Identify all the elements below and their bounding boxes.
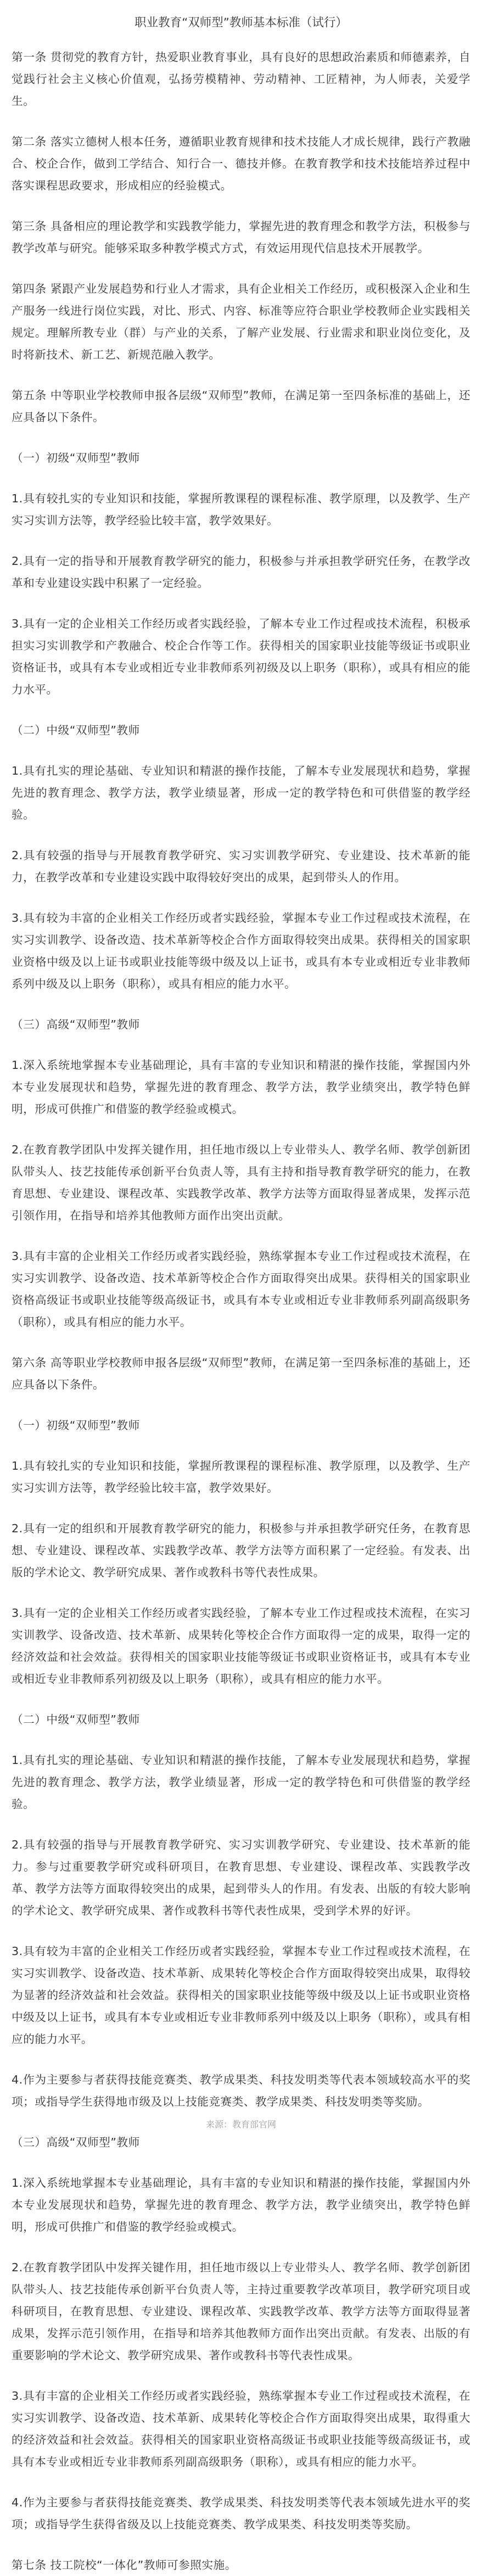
list-item: 3.具有一定的企业相关工作经历或者实践经验，了解本专业工作过程或技术流程，积极承担实习实训教学和产教融合、校企合作等工作。获得相关的国家职业技能等级证书或职业资格证书，或具有本专业或相近专业非教师系列初级及以上职务（职称），或具有相应的能力水平。	[12, 617, 470, 696]
article-6: 第六条 高等职业学校教师申报各层级“双师型”教师，在满足第一至四条标准的基础上，还应具备以下条件。	[12, 1356, 470, 1391]
list-item: 4.作为主要参与者获得技能竞赛类、教学成果类、科技发明类等代表本领域先进水平的奖项；或指导学生获得省级及以上技能竞赛类、教学成果类、科技发明类等奖励。	[12, 2496, 470, 2531]
list-item: 3.具有一定的企业相关工作经历或者实践经验，了解本专业工作过程或技术流程，在实习实训教学、设备改造、技术革新、成果转化等校企合作方面取得一定的成果，取得一定的经济效益和社会效益。获得相关的国家职业技能等级证书或职业资格证书，或具有本专业或相近专业非教师系列初级及以上职务（职称），或具有相应的能力水平。	[12, 1606, 470, 1685]
section-heading: （一）初级“双师型”教师	[12, 451, 140, 464]
list-item: 3.具有较为丰富的企业相关工作经历或者实践经验，掌握本专业工作过程或技术流程，在实习实训教学、设备改造、技术革新、成果转化等校企合作方面取得较突出成果，取得较为显著的经济效益和社会效益。获得相关的国家职业技能等级中级及以上证书或职业资格中级及以上证书，或具有本专业或相近专业非教师系列中级及以上职务（职称），或具有相应的能力水平。	[12, 1945, 470, 2046]
list-item: 3.具有丰富的企业相关工作经历或者实践经验，熟练掌握本专业工作过程或技术流程，在实习实训教学、设备改造、技术革新、成果转化等校企合作方面取得突出成果，取得重大的经济效益和社会效益。获得相关的国家职业资格高级证书或职业技能等级高级证书，或具有本专业或相近专业非教师系列副高级职务（职称），或具有相应的能力水平。	[12, 2389, 470, 2468]
list-item: 2.在教育教学团队中发挥关键作用，担任地市级以上专业带头人、教学名师、教学创新团队带头人、技艺技能传承创新平台负责人等，具有主持和指导教育教学研究的能力，在教育思想、专业建设、课程改革、实践教学改革、教学方法等方面取得显著成果，发挥示范引领作用，在指导和培养其他教师方面作出突出贡献。	[12, 1143, 470, 1222]
list-item: 1.深入系统地掌握本专业基础理论，具有丰富的专业知识和精湛的操作技能，掌握国内外本专业发展现状和趋势，掌握先进的教育理念、教学方法，教学业绩突出，教学特色鲜明，形成可供推广和借鉴的教学经验或模式。	[12, 1059, 470, 1116]
list-item: 3.具有较为丰富的企业相关工作经历或者实践经验，掌握本专业工作过程或技术流程，在实习实训教学、设备改造、技术革新等校企合作方面取得较突出成果。获得相关的国家职业资格中级及以上证书或职业技能等级中级及以上证书，或具有本专业或相近专业非教师系列中级及以上职务（职称），或具有相应的能力水平。	[12, 911, 470, 990]
article-3: 第三条 具备相应的理论教学和实践教学能力，掌握先进的教育理念和教学方法，积极参与教学改革与研究。能够采取多种教学模式方式，有效运用现代信息技术开展教学。	[12, 220, 470, 255]
article-4: 第四条 紧跟产业发展趋势和行业人才需求，具有企业相关工作经历，或积极深入企业和生产服务一线进行岗位实践，对比、形式、内容、标准等应符合职业学校教师企业实践相关规定。理解所教专业（群）与产业的关系，了解产业发展、行业需求和职业岗位变化，及时将新技术、新工艺、新规范融入教学。	[12, 282, 470, 361]
list-item: 2.具有较强的指导与开展教育教学研究、实习实训教学研究、专业建设、技术革新的能力，在教学改革和专业建设实践中取得较好突出的成果，起到带头人的作用。	[12, 849, 470, 884]
list-item: 2.在教育教学团队中发挥关键作用，担任地市级以上专业带头人、教学名师、教学创新团队带头人、技艺技能传承创新平台负责人等，主持过重要教学改革项目，教学研究项目或科研项目，在教育思想、专业建设、课程改革、实践教学改革、教学方法等方面取得显著成果，发挥示范引领作用，在指导和培养其他教师方面作出突出贡献。有发表、出版的有重要影响的学术论文、教学研究成果、著作或教科书等代表性成果。	[12, 2261, 470, 2362]
list-item: 2.具有一定的指导和开展教育教学研究的能力，积极参与并承担教学研究任务，在教学改革和专业建设实践中积累了一定经验。	[12, 555, 470, 590]
list-item: 1.深入系统地掌握本专业基础理论，具有丰富的专业知识和精湛的操作技能，掌握国内外本专业发展现状和趋势，掌握先进的教育理念、教学方法，教学业绩突出，教学特色鲜明，形成可供推广和借鉴的教学经验或模式。	[12, 2176, 470, 2233]
list-item: 1.具有扎实的理论基础、专业知识和精湛的操作技能，了解本专业发展现状和趋势，掌握先进的教育理念、教学方法，教学业绩显著，形成一定的教学特色和可供借鉴的教学经验。	[12, 1754, 470, 1811]
section-heading: （三）高级“双师型”教师	[12, 2136, 140, 2149]
article-7: 第七条 技工院校“一体化”教师可参照实施。	[12, 2558, 237, 2572]
document-title: 职业教育“双师型”教师基本标准（试行）	[134, 16, 348, 30]
section-heading: （一）初级“双师型”教师	[12, 1419, 140, 1432]
list-item: 3.具有丰富的企业相关工作经历或者实践经验，熟练掌握本专业工作过程或技术流程，在实习实训教学、设备改造、技术革新等校企合作方面取得突出成果。获得相关的国家职业资格高级证书或职业技能等级高级证书，或具有本专业或相近专业非教师系列副高级职务（职称），或具有相应的能力水平。	[12, 1250, 470, 1329]
source-caption: 来源：教育部官网	[205, 2119, 276, 2130]
section-heading: （三）高级“双师型”教师	[12, 1018, 140, 1031]
section-heading: （二）中级“双师型”教师	[12, 1713, 140, 1726]
list-item: 1.具有较扎实的专业知识和技能，掌握所教课程的课程标准、教学原理，以及教学、生产实习实训方法等，教学经验比较丰富，教学效果好。	[12, 492, 470, 527]
article-5: 第五条 中等职业学校教师申报各层级“双师型”教师，在满足第一至四条标准的基础上，还应具备以下条件。	[12, 389, 470, 424]
list-item: 2.具有一定的组织和开展教育教学研究的能力，积极参与并承担教学研究任务，在教育思想、专业建设、课程改革、实践教学改革、教学方法等方面积累了一定经验。有发表、出版的学术论文、教学研究成果、著作或教科书等代表性成果。	[12, 1522, 470, 1579]
article-1: 第一条 贯彻党的教育方针，热爱职业教育事业，具有良好的思想政治素质和师德素养，自觉践行社会主义核心价值观，弘扬劳模精神、劳动精神、工匠精神，为人师表，关爱学生。	[12, 51, 470, 108]
list-item: 4.作为主要参与者获得技能竞赛类、教学成果类、科技发明类等代表本领域较高水平的奖项；或指导学生获得地市级及以上技能竞赛类、教学成果类、科技发明类等奖励。	[12, 2073, 470, 2108]
list-item: 2.具有较强的指导与开展教育教学研究、实习实训教学研究、专业建设、技术革新的能力。参与过重要教学研究或科研项目，在教育思想、专业建设、课程改革、实践教学改革、教学方法等方面取得较突出的成果，起到带头人的作用。有发表、出版的有较大影响的学术论文、教学研究成果、著作或教科书等代表性成果，受到学术界的好评。	[12, 1838, 470, 1917]
section-heading: （二）中级“双师型”教师	[12, 724, 140, 737]
document-body	[0, 34, 482, 2576]
article-2: 第二条 落实立德树人根本任务，遵循职业教育规律和技术技能人才成长规律，践行产教融合、校企合作，做到工学结合、知行合一、德技并修。在教育教学和技术技能培养过程中落实课程思政要求，形成相应的经验模式。	[12, 135, 470, 192]
list-item: 1.具有较扎实的专业知识和技能，掌握所教课程的课程标准、教学原理，以及教学、生产实习实训方法等，教学经验比较丰富，教学效果好。	[12, 1459, 470, 1494]
list-item: 1.具有扎实的理论基础、专业知识和精湛的操作技能，了解本专业发展现状和趋势，掌握先进的教育理念、教学方法，教学业绩显著，形成一定的教学特色和可供借鉴的教学经验。	[12, 764, 470, 821]
